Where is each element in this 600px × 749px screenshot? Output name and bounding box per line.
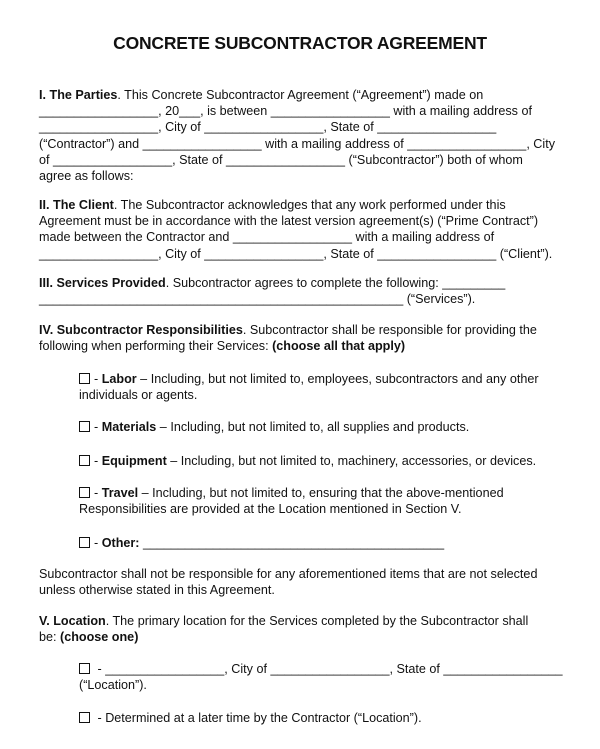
option-text: - Determined at a later time by the Contractor (“Location”). xyxy=(94,711,422,725)
text-line: . Subcontractor shall be responsible for providing the xyxy=(242,323,537,337)
text-line: _________________, City of _________________, State of _________________ (“Client”). xyxy=(39,246,553,261)
option-label: Materials xyxy=(101,420,157,434)
checkbox[interactable] xyxy=(79,455,90,466)
option-materials: - Materials – Including, but not limited to, all supplies and products. xyxy=(79,419,559,435)
text-line: be: xyxy=(39,630,61,645)
section-heading: I. The Parties xyxy=(39,88,118,102)
text-line: Subcontractor shall not be responsible for any aforementioned items that are not selected xyxy=(39,567,538,581)
section-client xyxy=(39,197,559,262)
checkbox[interactable] xyxy=(79,712,90,723)
checkbox[interactable] xyxy=(79,373,90,384)
section-heading: II. The Client xyxy=(39,198,114,212)
section-location xyxy=(39,613,559,645)
instruction: (choose all that apply) xyxy=(272,339,406,354)
option-text: individuals or agents. xyxy=(79,388,198,403)
option-text: – Including, but not limited to, all supplies and products. xyxy=(156,420,470,434)
option-text: – Including, but not limited to, machinery, accessories, or devices. xyxy=(166,454,537,468)
exclusion-note xyxy=(39,566,559,598)
section-responsibilities xyxy=(39,322,559,354)
option-label: Travel xyxy=(101,486,139,500)
text-line: of _________________, State of _________________ (“Subcontractor”) both of whom xyxy=(39,152,523,167)
option-text: – Including, but not limited to, employees, subcontractors and any other xyxy=(136,372,539,386)
text-line: unless otherwise stated in this Agreement. xyxy=(39,583,275,598)
checkbox[interactable] xyxy=(79,663,90,674)
section-heading: III. Services Provided xyxy=(39,276,166,290)
section-heading: IV. Subcontractor Responsibilities xyxy=(39,323,243,337)
option-other: - Other: ___________________________________________ xyxy=(79,535,559,551)
option-text: ___________________________________________ xyxy=(139,536,445,550)
text-line: Agreement must be in accordance with the latest version agreement(s) (“Prime Contract”) xyxy=(39,214,539,229)
text-line: _________________, 20___, is between _________________ with a mailing address of xyxy=(39,104,532,119)
location-option-later xyxy=(79,710,559,726)
text-line: . The primary location for the Services completed by the Subcontractor shall xyxy=(105,614,529,628)
instruction: (choose one) xyxy=(60,630,139,645)
checkbox[interactable] xyxy=(79,487,90,498)
option-text: – Including, but not limited to, ensuring that the above-mentioned xyxy=(138,486,504,500)
text-line: _________________, City of _________________, State of _________________ xyxy=(39,120,497,135)
option-text: - _________________, City of _________________, State of _________________ xyxy=(94,662,563,676)
section-parties xyxy=(39,87,559,184)
text-line: agree as follows: xyxy=(39,169,134,184)
text-line: ____________________________________________________ (“Services”). xyxy=(39,292,476,307)
location-option-address xyxy=(79,661,563,693)
option-labor: - Labor – Including, but not limited to, employees, subcontractors and any other individuals or agents. xyxy=(79,372,539,403)
text-line: (“Contractor”) and _________________ with a mailing address of _________________, City xyxy=(39,136,555,151)
text-line: made between the Contractor and _________________ with a mailing address of xyxy=(39,230,495,245)
text-line: following when performing their Services: xyxy=(39,339,273,354)
option-label: Labor xyxy=(101,372,137,386)
checkbox[interactable] xyxy=(79,537,90,548)
text-line: . This Concrete Subcontractor Agreement (“Agreement”) made on xyxy=(117,88,484,102)
option-travel: - Travel – Including, but not limited to, ensuring that the above-mentioned Responsibilities are provided at the Location mentioned in Section V. xyxy=(79,486,504,517)
option-equipment: - Equipment – Including, but not limited to, machinery, accessories, or devices. xyxy=(79,453,559,469)
option-text: Responsibilities are provided at the Location mentioned in Section V. xyxy=(79,502,462,517)
section-heading: V. Location xyxy=(39,614,106,628)
option-text: (“Location”). xyxy=(79,678,147,693)
document-title: CONCRETE SUBCONTRACTOR AGREEMENT xyxy=(113,33,487,53)
option-label: Equipment xyxy=(101,454,167,468)
section-services xyxy=(39,275,559,307)
checkbox[interactable] xyxy=(79,421,90,432)
option-label: Other: xyxy=(101,536,140,550)
text-line: . The Subcontractor acknowledges that any work performed under this xyxy=(113,198,506,212)
text-line: . Subcontractor agrees to complete the following: _________ xyxy=(165,276,506,290)
